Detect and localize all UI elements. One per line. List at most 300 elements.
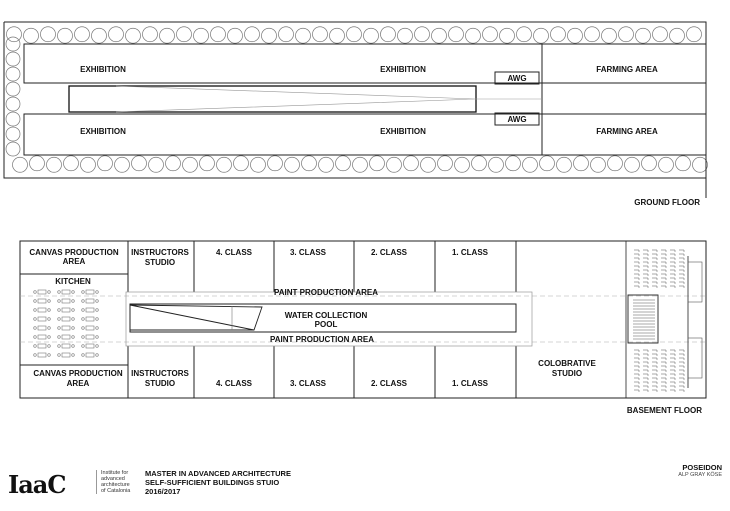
chair-icon [48,309,51,312]
seat-icon [643,274,648,276]
kitchen-table-icon [62,353,70,357]
tree-icon [506,156,521,171]
tree-icon [6,97,20,111]
seat-icon [634,390,639,392]
seat-icon [670,262,675,264]
tree-icon [6,142,20,156]
seat-icon [634,270,639,272]
awg-label: AWG [507,115,527,124]
seat-icon [634,286,639,288]
paint-production-label: PAINT PRODUCTION AREA [274,288,378,297]
seat-icon [679,366,684,368]
pool-taper [130,305,262,330]
tree-icon [500,28,515,43]
tree-icon [387,157,402,172]
tree-icon [602,28,617,43]
colobrative-studio-label: COLOBRATIVE [538,359,596,368]
tree-icon [415,27,430,42]
seat-icon [643,270,648,272]
seat-icon [643,262,648,264]
seat-icon [679,350,684,352]
chair-icon [34,309,37,312]
tree-icon [13,157,28,172]
seat-icon [670,250,675,252]
tree-canopy [6,27,708,173]
seat-icon [643,374,648,376]
seat-icon [643,386,648,388]
seat-icon [670,358,675,360]
tree-icon [687,27,702,42]
seat-icon [679,254,684,256]
chair-icon [48,291,51,294]
seat-icon [679,278,684,280]
kitchen-table-icon [86,353,94,357]
tree-icon [313,27,328,42]
seat-icon [643,390,648,392]
chair-icon [58,318,61,321]
canvas-production-label: AREA [66,379,90,388]
kitchen-table-icon [62,317,70,321]
kitchen-table-icon [38,326,46,330]
seat-icon [661,386,666,388]
tree-icon [166,156,181,171]
seat-icon [661,382,666,384]
tree-icon [517,27,532,42]
seat-icon [643,258,648,260]
water-channel [69,86,476,112]
seat-icon [679,262,684,264]
tree-icon [6,112,20,126]
tree-icon [234,156,249,171]
institute-line: of Catalonia [101,488,131,494]
seat-icon [670,350,675,352]
chair-icon [82,336,85,339]
instructors-studio-label: INSTRUCTORS [131,369,189,378]
seat-icon [634,358,639,360]
seat-icon [661,262,666,264]
seat-icon [661,370,666,372]
seat-icon [652,350,657,352]
course-info [145,469,291,496]
class-label: 4. CLASS [215,379,253,388]
seat-icon [679,390,684,392]
seat-icon [679,266,684,268]
tree-icon [228,28,243,43]
chair-icon [58,291,61,294]
tree-icon [483,27,498,42]
seat-icon [652,354,657,356]
chair-icon [72,327,75,330]
chair-icon [96,291,99,294]
tree-icon [41,27,56,42]
chair-icon [72,336,75,339]
tree-icon [251,157,266,172]
chair-icon [34,336,37,339]
tree-icon [619,27,634,42]
chair-icon [82,309,85,312]
tree-icon [126,28,141,43]
tree-icon [432,28,447,43]
chair-icon [96,300,99,303]
tree-icon [336,156,351,171]
tree-icon [398,28,413,43]
tree-icon [64,156,79,171]
chair-icon [82,345,85,348]
chair-icon [58,354,61,357]
kitchen-table-icon [86,299,94,303]
tree-icon [670,28,685,43]
tree-icon [7,27,22,42]
seat-icon [634,378,639,380]
chair-icon [96,309,99,312]
studio-niche [688,338,702,378]
chair-icon [82,318,85,321]
kitchen-table-icon [86,308,94,312]
seat-icon [679,354,684,356]
chair-icon [72,354,75,357]
class-label: 4. CLASS [215,248,253,257]
farming-area-label: FARMING AREA [596,65,658,74]
tree-icon [659,157,674,172]
tree-icon [115,157,130,172]
class-label: 2. CLASS [370,379,408,388]
seat-icon [670,378,675,380]
seat-icon [679,378,684,380]
awg-label: AWG [507,74,527,83]
tree-icon [143,27,158,42]
tree-icon [30,156,45,171]
tree-icon [676,156,691,171]
kitchen-table-icon [86,317,94,321]
chair-icon [34,318,37,321]
seat-icon [652,286,657,288]
ground-floor-title: GROUND FLOOR [634,198,700,207]
class-label: 3. CLASS [289,379,327,388]
kitchen-table-icon [62,290,70,294]
seat-icon [679,286,684,288]
seat-icon [634,366,639,368]
course-title: SELF-SUFFICIENT BUILDINGS STUIO [145,478,280,487]
tree-icon [24,28,39,43]
tree-icon [347,27,362,42]
chair-icon [34,354,37,357]
tree-icon [296,28,311,43]
chair-icon [48,318,51,321]
chair-icon [72,291,75,294]
canvas-production-label: AREA [62,257,86,266]
stair-treads [633,300,655,339]
chair-icon [82,327,85,330]
seat-icon [652,254,657,256]
seat-icon [661,286,666,288]
paint-production-label: PAINT PRODUCTION AREA [270,335,374,344]
seat-icon [634,254,639,256]
chair-icon [96,345,99,348]
kitchen-table-icon [62,335,70,339]
tree-icon [109,27,124,42]
tree-icon [160,28,175,43]
seat-icon [670,274,675,276]
kitchen-table-icon [62,299,70,303]
tree-icon [574,156,589,171]
chair-icon [58,336,61,339]
ground-floor-plan [4,22,708,207]
seat-icon [670,374,675,376]
instructors-studio-label: INSTRUCTORS [131,248,189,257]
institute-line: Institute for [101,470,129,476]
seat-icon [652,266,657,268]
chair-icon [82,354,85,357]
iaac-logo: IaaC [8,470,66,499]
kitchen-table-icon [62,308,70,312]
kitchen-table-icon [86,326,94,330]
tree-icon [6,37,20,51]
kitchen-label: KITCHEN [55,277,91,286]
chair-icon [82,300,85,303]
seat-icon [670,286,675,288]
chair-icon [48,327,51,330]
seat-icon [679,382,684,384]
class-label: 3. CLASS [289,248,327,257]
chair-icon [96,354,99,357]
seat-icon [643,286,648,288]
kitchen-table-icon [38,317,46,321]
class-label: 1. CLASS [451,379,489,388]
seat-icon [661,254,666,256]
seat-icon [634,374,639,376]
seat-icon [670,258,675,260]
seat-icon [670,382,675,384]
tree-icon [353,157,368,172]
seat-icon [670,270,675,272]
tree-icon [381,27,396,42]
seat-icon [634,258,639,260]
chair-icon [48,336,51,339]
seat-icon [643,358,648,360]
kitchen-table-icon [38,353,46,357]
tree-icon [534,28,549,43]
tree-icon [636,28,651,43]
seat-icon [661,258,666,260]
seat-icon [643,382,648,384]
seat-icon [643,378,648,380]
seat-icon [679,386,684,388]
kitchen-table-icon [62,344,70,348]
kitchen-table-icon [38,335,46,339]
tree-icon [302,156,317,171]
building-upper-wing [24,44,706,83]
seat-icon [643,250,648,252]
seat-icon [643,366,648,368]
seat-icon [670,254,675,256]
seat-icon [670,354,675,356]
tree-icon [92,28,107,43]
seat-icon [652,358,657,360]
seat-icon [652,274,657,276]
author-name: ALP GRAY KÖSE [678,472,722,478]
seat-icon [634,370,639,372]
seat-icon [652,258,657,260]
tree-icon [591,157,606,172]
seat-icon [643,354,648,356]
seat-icon [634,274,639,276]
seat-icon [634,282,639,284]
tree-icon [98,156,113,171]
seat-icon [679,282,684,284]
chair-icon [82,291,85,294]
seat-icon [661,378,666,380]
tree-icon [279,27,294,42]
tree-icon [404,156,419,171]
basement-floor-plan [20,241,706,415]
project-name: POSEIDON [682,463,722,472]
seat-icon [634,262,639,264]
tree-icon [58,28,73,43]
project-info [678,463,722,479]
seat-icon [661,266,666,268]
tree-icon [557,157,572,172]
canvas-production-label: CANVAS PRODUCTION [29,248,119,257]
seat-icon [643,282,648,284]
seat-icon [652,382,657,384]
seat-icon [652,262,657,264]
tree-icon [149,157,164,172]
tree-icon [262,28,277,43]
seat-icon [661,366,666,368]
kitchen-table-icon [62,326,70,330]
seat-icon [661,270,666,272]
tree-icon [540,156,555,171]
chair-icon [48,354,51,357]
tree-icon [370,156,385,171]
program-title: MASTER IN ADVANCED ARCHITECTURE [145,469,291,478]
tree-icon [421,157,436,172]
tree-icon [438,156,453,171]
seat-icon [652,370,657,372]
seat-icon [670,390,675,392]
seat-icon [643,350,648,352]
kitchen-table-icon [86,335,94,339]
tree-icon [217,157,232,172]
seat-icon [652,374,657,376]
tree-icon [551,27,566,42]
seat-icon [661,390,666,392]
tree-icon [285,157,300,172]
seat-icon [652,386,657,388]
seat-icon [652,378,657,380]
exhibition-label: EXHIBITION [380,127,426,136]
chair-icon [34,327,37,330]
seat-icon [634,278,639,280]
tree-icon [693,157,708,172]
seat-icon [634,350,639,352]
year-label: 2016/2017 [145,487,181,496]
institute-line: advanced [101,476,125,482]
seat-icon [643,254,648,256]
chair-icon [34,291,37,294]
seat-icon [634,354,639,356]
tree-icon [6,52,20,66]
seat-icon [670,366,675,368]
exhibition-label: EXHIBITION [80,65,126,74]
kitchen-tables [34,290,99,357]
tree-icon [585,27,600,42]
tree-icon [6,82,20,96]
tree-icon [268,156,283,171]
tree-icon [330,28,345,43]
tree-icon [245,27,260,42]
seat-icon [661,354,666,356]
seat-icon [679,370,684,372]
tree-icon [47,157,62,172]
seat-icon [661,274,666,276]
tree-icon [6,127,20,141]
tree-icon [183,157,198,172]
tree-icon [177,27,192,42]
seat-icon [652,366,657,368]
seat-icon [652,362,657,364]
seat-icon [634,266,639,268]
tree-icon [194,28,209,43]
exhibition-label: EXHIBITION [80,127,126,136]
seat-icon [661,282,666,284]
seat-icon [661,350,666,352]
seat-icon [634,382,639,384]
chair-icon [58,309,61,312]
seat-icon [679,250,684,252]
tree-icon [75,27,90,42]
tree-icon [625,157,640,172]
tree-icon [319,157,334,172]
basement-floor-title: BASEMENT FLOOR [626,406,702,415]
instructors-studio-label: STUDIO [144,379,176,388]
seat-icon [679,362,684,364]
seat-icon [670,266,675,268]
chair-icon [96,318,99,321]
tree-icon [200,156,215,171]
seat-icon [652,282,657,284]
chair-icon [48,345,51,348]
class-label: 1. CLASS [451,248,489,257]
chair-icon [96,327,99,330]
tree-icon [211,27,226,42]
chair-icon [96,336,99,339]
institute-name [96,470,151,494]
seat-icon [643,370,648,372]
seat-icon [679,258,684,260]
tree-icon [608,156,623,171]
tree-icon [489,157,504,172]
seat-icon [661,250,666,252]
seat-icon [661,278,666,280]
kitchen-table-icon [86,344,94,348]
seat-icon [670,282,675,284]
tree-icon [364,28,379,43]
seat-icon [643,362,648,364]
tree-icon [132,156,147,171]
seat-icon [634,386,639,388]
chair-icon [34,345,37,348]
kitchen-table-icon [38,308,46,312]
kitchen-table-icon [38,290,46,294]
chair-icon [58,327,61,330]
instructors-studio-label: STUDIO [144,258,176,267]
kitchen-table-icon [38,299,46,303]
seat-icon [679,274,684,276]
seat-icon [634,250,639,252]
water-collection-label: POOL [314,320,338,329]
seat-icon [643,278,648,280]
